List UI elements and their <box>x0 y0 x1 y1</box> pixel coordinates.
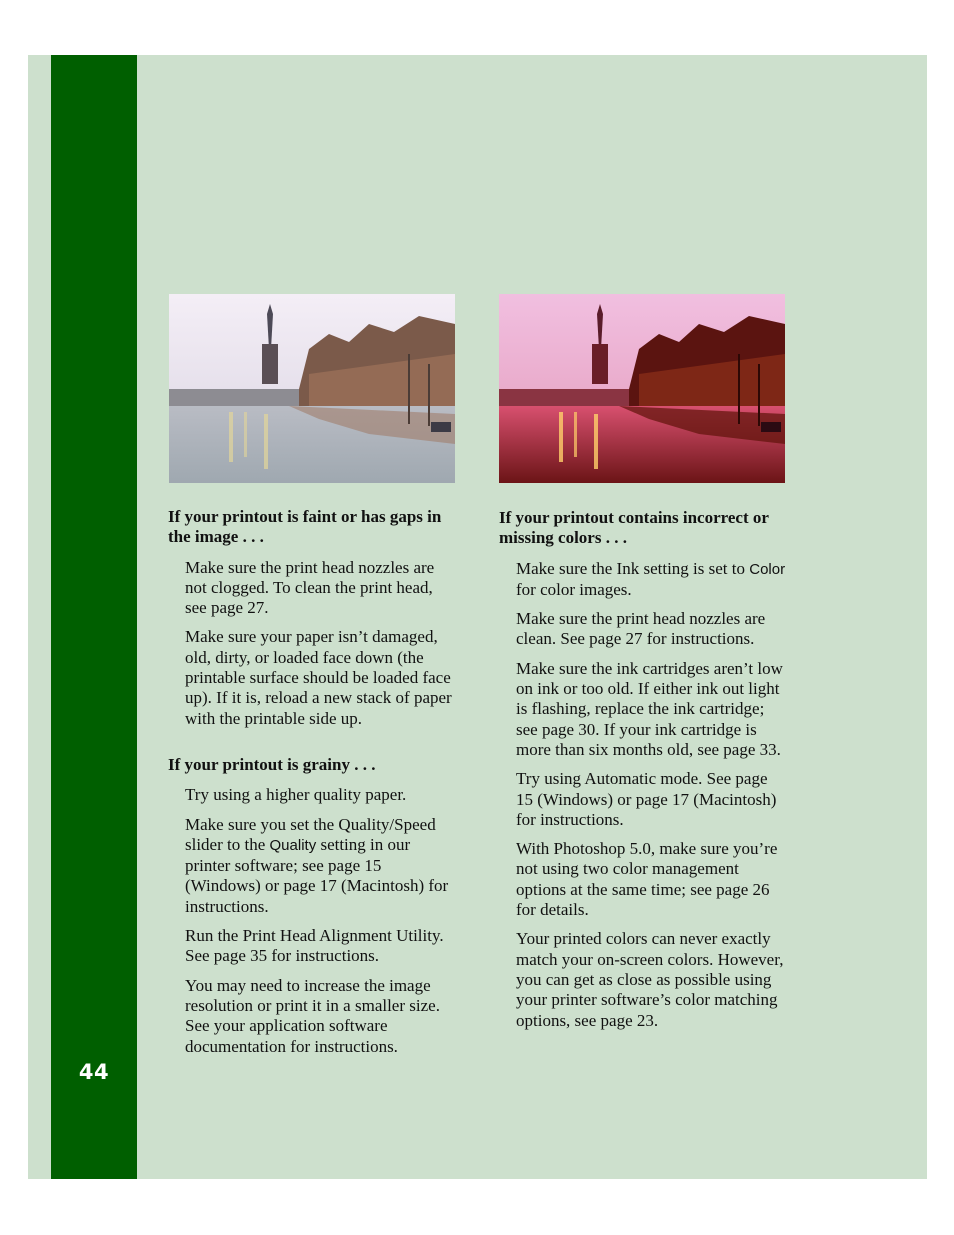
paragraph: Try using a higher quality paper. <box>185 785 407 805</box>
paragraph: Your printed colors can never exactly match your on-screen colors. However, you can get as close as possible using your printer software’s color matching options, see page 23. <box>516 929 784 1030</box>
paragraph: With Photoshop 5.0, make sure you’re not using two color management options at the same time; see page 26 for details. <box>516 839 778 920</box>
left-column <box>168 507 468 1066</box>
paragraph: Make sure the print head nozzles are clean. See page 27 for instructions. <box>516 609 766 649</box>
sidebar-band <box>51 55 137 1179</box>
page-number: 44 <box>78 1060 110 1084</box>
section-heading-faint: If your printout is faint or has gaps in the image . . . <box>168 507 442 547</box>
paragraph: You may need to increase the image resolution or print it in a smaller size. See your application software documentation for instructions. <box>185 975 440 1056</box>
paragraph: Make sure you set the Quality/Speed slider to the Quality setting in our printer software; see page 15 (Windows) or page 17 (Macintosh) for instructions. <box>185 814 449 916</box>
paragraph: Run the Print Head Alignment Utility. See page 35 for instructions. <box>185 926 444 966</box>
quality-term: Quality <box>269 836 317 854</box>
canal-photo-faded-icon <box>169 294 455 483</box>
paragraph: Try using Automatic mode. See page 15 (Windows) or page 17 (Macintosh) for instructions. <box>516 769 777 829</box>
section-heading-grainy: If your printout is grainy . . . <box>168 754 376 774</box>
paragraph: Make sure the ink cartridges aren’t low on ink or too old. If either ink out light is flashing, replace the ink cartridge; see page 30. If your ink cartridge is more than six months old, see page 33. <box>516 658 783 759</box>
paragraph: Make sure the Ink setting is set to Color for color images. <box>516 558 786 599</box>
paragraph: Make sure the print head nozzles are not clogged. To clean the print head, see page 27. <box>185 557 435 618</box>
right-column <box>499 508 799 1040</box>
canal-photo-redtint-icon <box>499 294 785 483</box>
color-term: Color <box>749 560 786 578</box>
section-heading-colors: If your printout contains incorrect or missing colors . . . <box>499 508 769 548</box>
paragraph: Make sure your paper isn’t damaged, old, dirty, or loaded face down (the printable surface should be loaded face up). If it is, reload a new stack of paper with the printable side up. <box>185 627 452 728</box>
